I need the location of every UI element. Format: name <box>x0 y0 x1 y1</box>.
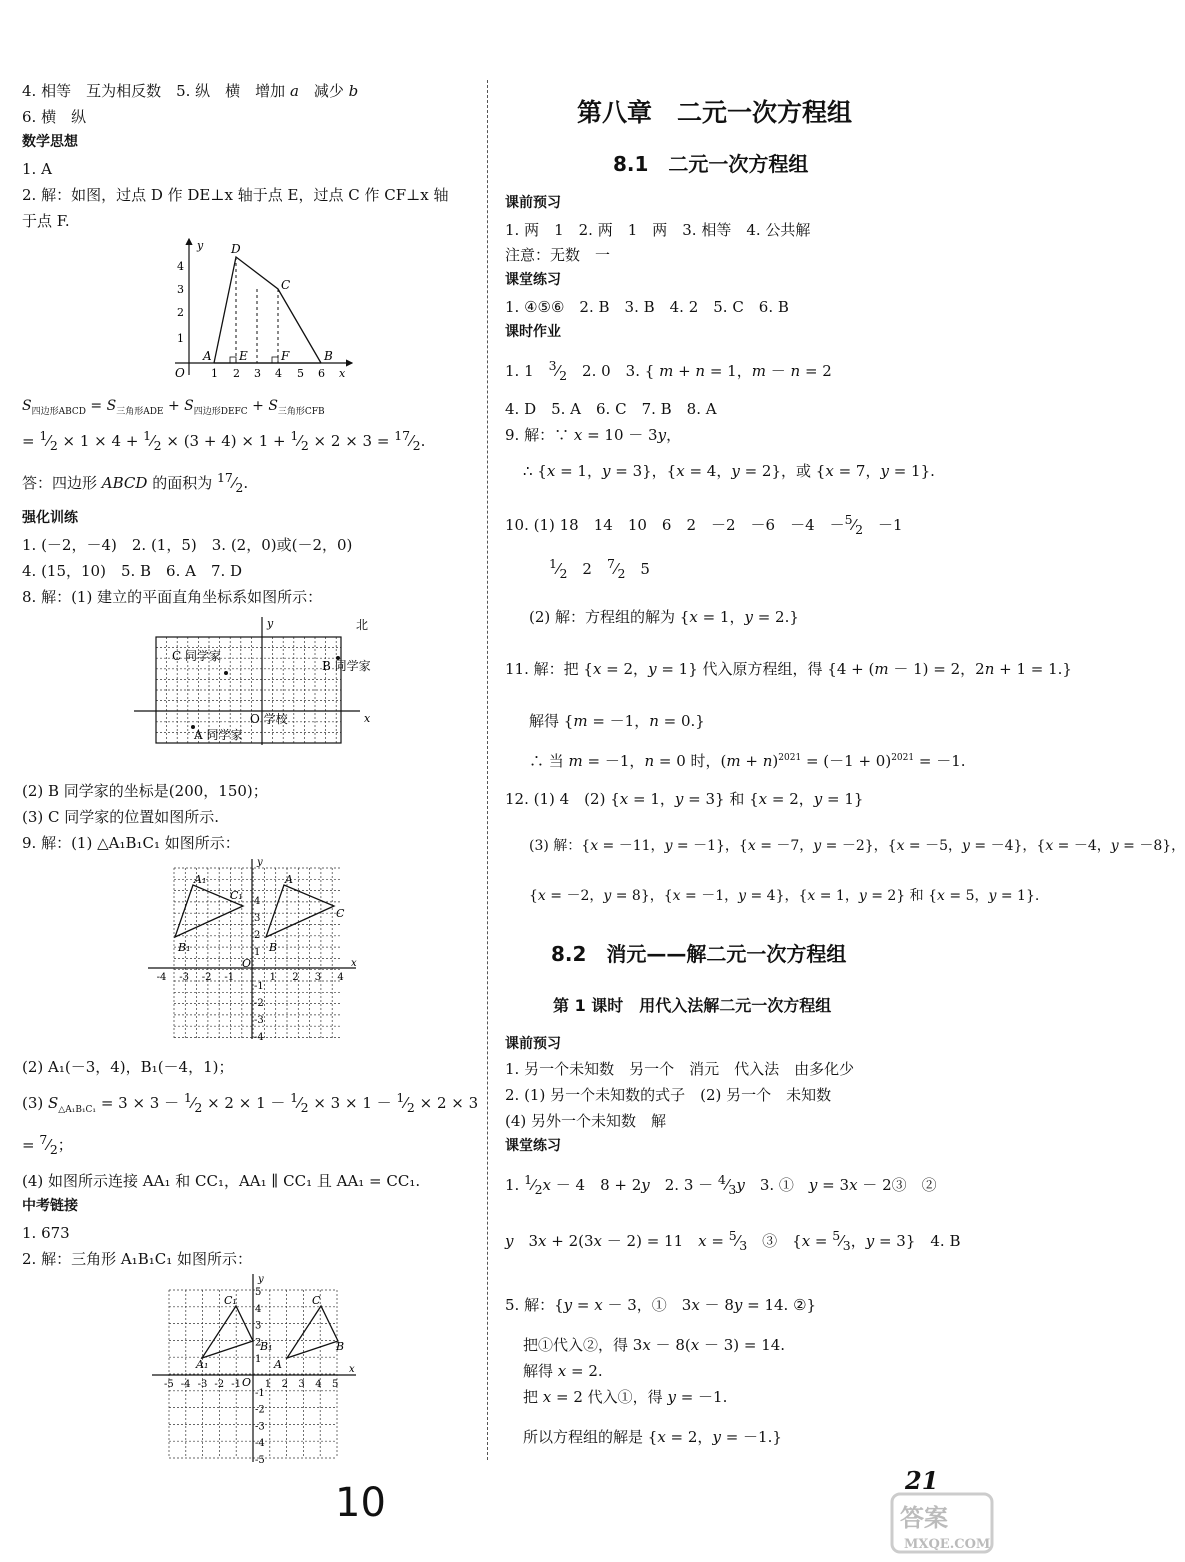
point-label: A <box>274 1358 282 1371</box>
point-label: O <box>242 1376 252 1389</box>
answer-line: 6. 横 纵 <box>22 108 87 126</box>
answer-line: 2. 解：如图，过点 D 作 DE⊥x 轴于点 E，过点 C 作 CF⊥x 轴 <box>22 186 449 204</box>
tick-label: 2 <box>177 306 184 319</box>
column-divider <box>487 80 488 1460</box>
point-label: B₁ <box>260 1340 273 1353</box>
tick-label: -1 <box>231 1379 241 1390</box>
answer-line: (3) 解：{x = －11，y = －1}，{x = －7，y = －2}，{x = －5，y = －4}，{x = －4，y = －8}， <box>529 838 1185 854</box>
section-title: 8.2 消元——解二元一次方程组 <box>551 942 847 966</box>
point-label: D <box>231 242 241 256</box>
axis-label: y <box>267 617 274 630</box>
answer-line: 答：四边形 ABCD 的面积为 $^{17}⁄_2$. <box>22 470 249 495</box>
tick-label: -3 <box>255 1421 265 1433</box>
handwritten-note: 10 <box>335 1480 386 1526</box>
tick-label: 4 <box>255 1303 262 1315</box>
answer-line: 4. D 5. A 6. C 7. B 8. A <box>505 400 717 418</box>
answer-line: 9. 解：(1) △A₁B₁C₁ 如图所示： <box>22 834 240 852</box>
figure-quadrilateral <box>167 235 357 385</box>
answer-line: 4. (15，10) 5. B 6. A 7. D <box>22 562 243 580</box>
point-label: B₁ <box>178 941 191 954</box>
tick-label: 3 <box>254 913 261 924</box>
answer-line: $^1⁄_2$ 2 $^7⁄_2$ 5 <box>549 556 650 581</box>
axis-label: y <box>257 857 263 868</box>
answer-line: 10. (1) 18 14 10 6 2 －2 －6 －4 $-^5⁄_2$ －1 <box>505 512 903 537</box>
answer-line: (2) A₁(－3，4)，B₁(－4，1)； <box>22 1058 234 1076</box>
point-label: C₁ <box>230 889 243 902</box>
answer-line: 2. 解：三角形 A₁B₁C₁ 如图所示： <box>22 1250 252 1268</box>
location-label: C 同学家 <box>172 649 221 663</box>
section-heading: 课前预习 <box>505 195 561 211</box>
tick-label: -3 <box>197 1379 208 1390</box>
tick-label: 4 <box>275 367 282 380</box>
area-formula: $S_{四边形ABCD} = S_{三角形ADE} + S_{四边形DEFC} + S_{三角形CFB}$ <box>22 398 325 417</box>
answer-line: 所以方程组的解是 {x = 2，y = －1.} <box>523 1428 782 1446</box>
tick-label: 1 <box>177 332 184 345</box>
tick-label: 2 <box>233 367 240 380</box>
section-heading: 课前预习 <box>505 1036 561 1052</box>
section-heading: 数学思想 <box>22 134 78 150</box>
chapter-title: 第八章 二元一次方程组 <box>577 98 853 127</box>
axis-label: x <box>339 367 346 380</box>
tick-label: 2 <box>255 1337 262 1349</box>
location-label: B 同学家 <box>322 659 371 673</box>
answer-line: 把 x = 2 代入①，得 y = －1. <box>523 1388 728 1406</box>
answer-line: 9. 解：∵ x = 10 － 3y， <box>505 426 682 444</box>
answer-line: 1. $^1⁄_2x - 4$ 8 + 2y 2. $3 - ^4⁄_3y$ 3. ① y = 3x － 2③ ② <box>505 1172 937 1197</box>
svg-text:答案: 答案 <box>900 1503 948 1532</box>
point-label: C₁ <box>224 1294 237 1307</box>
tick-label: 3 <box>254 367 261 380</box>
tick-label: 1 <box>255 1354 262 1366</box>
answer-line: 把①代入②，得 3x － 8(x － 3) = 14. <box>523 1336 786 1354</box>
answer-line: (2) B 同学家的坐标是(200，150)； <box>22 782 268 800</box>
tick-label: -4 <box>255 1438 265 1450</box>
answer-line: y 3x + 2(3x － 2) = 11 $x = ^5⁄_3$ ③ {$x = ^5⁄_3$，y = 3} 4. B <box>505 1228 961 1253</box>
point-label: C <box>281 278 291 292</box>
answer-line: 解得 {m = －1，n = 0.} <box>529 712 705 730</box>
tick-label: 5 <box>255 1287 262 1298</box>
answer-line: ∴ 当 m = －1，n = 0 时，$(m + n)^{2021} = (-1 + 0)^{2021} = -1$. <box>529 752 966 770</box>
figure-translation-grid <box>142 855 362 1043</box>
tick-label: 1 <box>211 367 218 380</box>
tick-label: 3 <box>298 1379 305 1390</box>
tick-label: -4 <box>180 1379 191 1390</box>
answer-line: {x = －2，y = 8}，{x = －1，y = 4}，{x = 1，y = 2} 和 {x = 5，y = 1}. <box>529 888 1040 904</box>
point-label: O <box>242 957 252 970</box>
figure-coordinate-grid <box>150 1272 360 1464</box>
tick-label: -4 <box>156 972 167 983</box>
section-heading: 强化训练 <box>22 510 78 526</box>
answer-line: 8. 解：(1) 建立的平面直角坐标系如图所示： <box>22 588 323 606</box>
tick-label: 2 <box>254 930 261 941</box>
tick-label: -2 <box>214 1379 225 1390</box>
answer-line: 4. 相等 互为相反数 5. 纵 横 增加 a 减少 b <box>22 82 359 100</box>
point-label: C <box>312 1294 321 1307</box>
svg-text:MXQE.COM: MXQE.COM <box>904 1537 991 1552</box>
tick-label: -5 <box>164 1379 174 1390</box>
point-label: A₁ <box>194 873 207 886</box>
lesson-title: 第 1 课时 用代入法解二元一次方程组 <box>553 996 832 1015</box>
answer-line: 1. (－2，－4) 2. (1，5) 3. (2，0)或(－2，0) <box>22 536 353 554</box>
point-label: B <box>269 941 278 954</box>
tick-label: 3 <box>314 972 322 983</box>
axis-label: x <box>349 1364 355 1375</box>
answer-line: 注意：无数 一 <box>505 246 611 264</box>
tick-label: 2 <box>281 1379 288 1390</box>
axis-label: y <box>258 1274 264 1285</box>
answer-line: 1. 1 $^3⁄_2$ 2. 0 3. { m + n = 1，m － n = 2 <box>505 358 832 383</box>
answer-line: (4) 另外一个未知数 解 <box>505 1112 667 1130</box>
tick-label: -1 <box>254 981 264 992</box>
answer-line: (2) 解：方程组的解为 {x = 1，y = 2.} <box>529 608 799 626</box>
answer-line: 1. A <box>22 160 52 178</box>
answer-line: 2. (1) 另一个未知数的式子 (2) 另一个 未知数 <box>505 1086 832 1104</box>
tick-label: 1 <box>269 972 276 983</box>
tick-label: 4 <box>315 1379 322 1390</box>
watermark-logo <box>890 1490 995 1556</box>
tick-label: 6 <box>318 367 325 380</box>
answer-line: 1. 673 <box>22 1224 70 1242</box>
section-title: 8.1 二元一次方程组 <box>613 152 809 176</box>
answer-line: 解得 x = 2. <box>523 1362 603 1380</box>
point-label: B <box>336 1340 345 1353</box>
tick-label: -2 <box>255 1404 265 1416</box>
point-label: E <box>239 349 248 363</box>
tick-label: -2 <box>254 998 264 1009</box>
area-calc: = $^7⁄_2$； <box>22 1132 73 1157</box>
answer-line: 5. 解：{y = x － 3，① 3x － 8y = 14. ②} <box>505 1296 817 1314</box>
tick-label: -3 <box>254 1015 264 1026</box>
answer-line: 12. (1) 4 (2) {x = 1，y = 3} 和 {x = 2，y = 1} <box>505 790 864 808</box>
answer-line: 1. ④⑤⑥ 2. B 3. B 4. 2 5. C 6. B <box>505 298 789 316</box>
section-heading: 课堂练习 <box>505 1138 561 1154</box>
tick-label: -5 <box>255 1455 265 1466</box>
section-heading: 课堂练习 <box>505 272 561 288</box>
axis-label: x <box>351 958 357 969</box>
tick-label: -4 <box>254 1032 264 1043</box>
tick-label: 1 <box>264 1379 272 1390</box>
tick-label: 1 <box>254 947 261 958</box>
tick-label: 4 <box>337 972 344 983</box>
point-label: O <box>175 366 185 380</box>
answer-line: (4) 如图所示连接 AA₁ 和 CC₁，AA₁ ∥ CC₁ 且 AA₁ = CC₁. <box>22 1172 421 1190</box>
answer-line: 1. 两 1 2. 两 1 两 3. 相等 4. 公共解 <box>505 221 811 239</box>
tick-label: 5 <box>297 367 304 380</box>
page-number: 21 <box>905 1466 939 1495</box>
answer-line: 1. 另一个未知数 另一个 消元 代入法 由多化少 <box>505 1060 855 1078</box>
axis-label: x <box>364 712 371 725</box>
north-label: 北 <box>356 618 369 632</box>
section-heading: 课时作业 <box>505 324 561 340</box>
tick-label: -3 <box>179 972 189 983</box>
area-calc: = $^1⁄_2 \times 1 \times 4$ + $^1⁄_2 \times (3 + 4) \times 1$ + $^1⁄_2 \times 2 \times 3$ = $^{17}⁄_2$. <box>22 428 426 453</box>
tick-label: 3 <box>177 283 184 296</box>
answer-line: (3) C 同学家的位置如图所示. <box>22 808 220 826</box>
point-label: A <box>203 349 212 363</box>
tick-label: 5 <box>332 1379 339 1390</box>
tick-label: 4 <box>177 260 184 273</box>
answer-line: ∴ {x = 1，y = 3}，{x = 4，y = 2}，或 {x = 7，y = 1}. <box>523 462 935 480</box>
area-calc: (3) $S_{\triangle A_1B_1C_1} = 3 \times 3$ － $^1⁄_2 \times 2 \times 1$ － $^1⁄_2 \times 3 \times 1$ － $^1⁄_2 \times 2 \times 3$ <box>22 1090 479 1115</box>
tick-label: 2 <box>292 972 299 983</box>
point-label: A <box>285 873 293 886</box>
location-label: O 学校 <box>250 712 288 726</box>
point-label: F <box>281 349 290 363</box>
answer-line: 11. 解：把 {x = 2，y = 1} 代入原方程组，得 {4 + (m － 1) = 2，2n + 1 = 1.} <box>505 660 1072 678</box>
point-label: A₁ <box>196 1358 209 1371</box>
tick-label: -1 <box>255 1387 265 1399</box>
tick-label: 4 <box>254 896 261 907</box>
answer-line: 于点 F. <box>22 212 70 230</box>
point-label: B <box>324 349 333 363</box>
tick-label: -2 <box>201 972 212 983</box>
axis-label: y <box>197 239 204 252</box>
location-label: A 同学家 <box>194 728 243 742</box>
point-label: C <box>336 907 345 920</box>
figure-map-grid <box>132 615 382 750</box>
tick-label: 3 <box>255 1320 262 1332</box>
tick-label: -1 <box>224 972 235 983</box>
section-heading: 中考链接 <box>22 1198 78 1214</box>
